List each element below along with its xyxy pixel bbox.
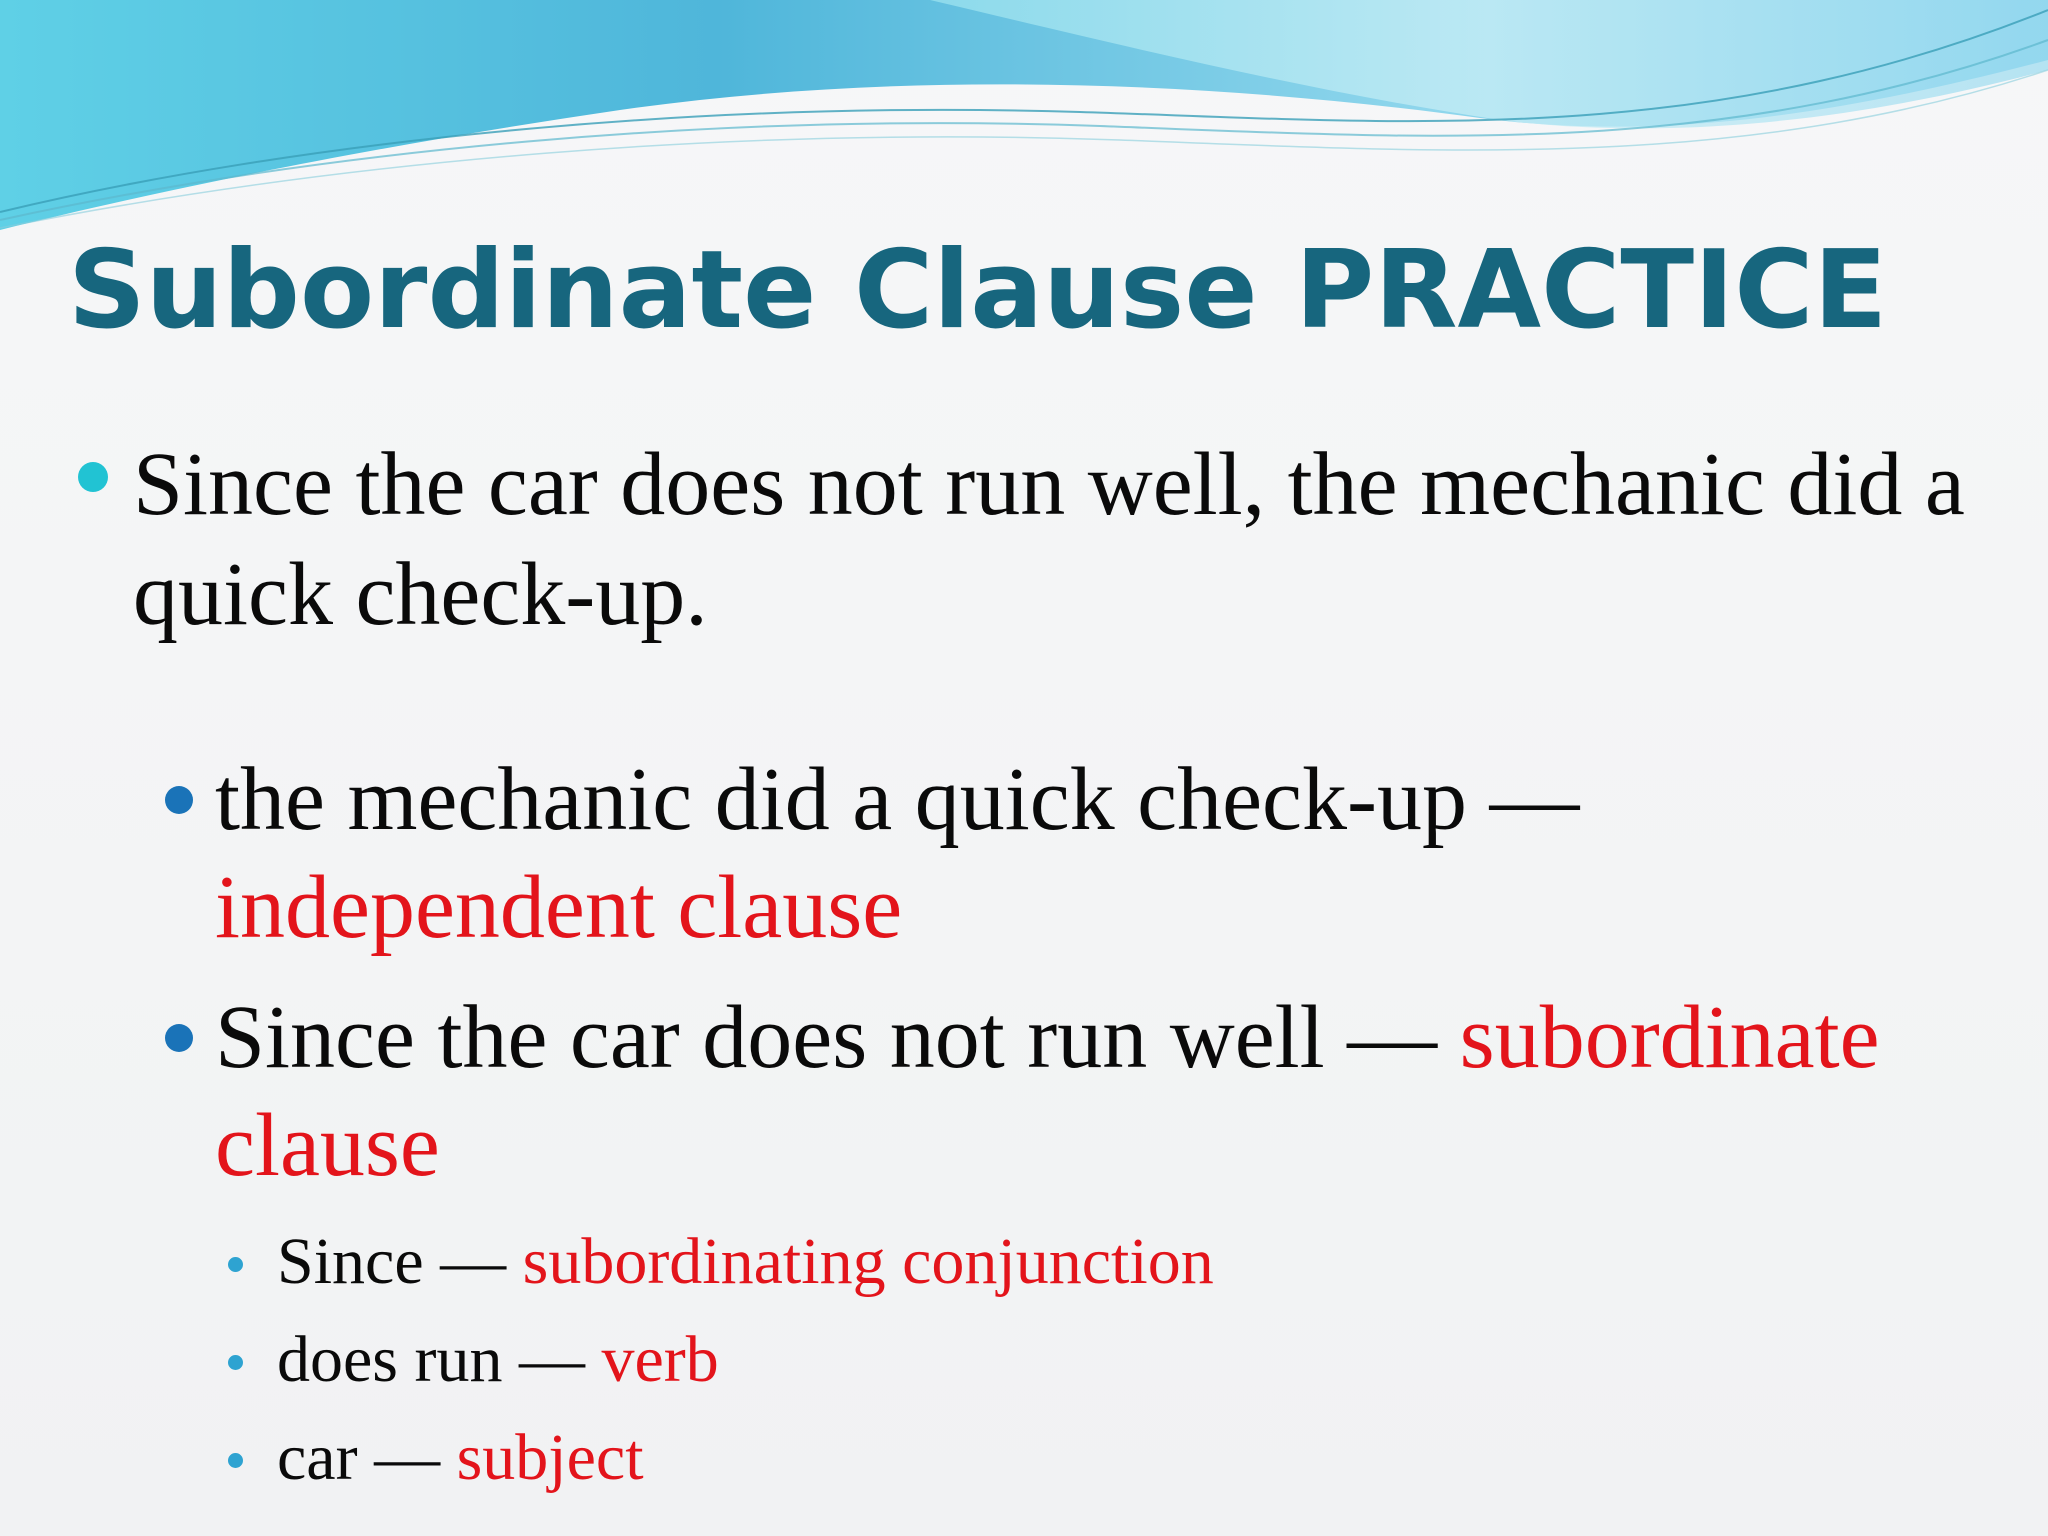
clause-label: independent clause — [215, 858, 903, 957]
clause-analysis-item — [215, 984, 2035, 1200]
clause-part-item — [277, 1418, 1977, 1498]
part-word: car — — [277, 1421, 441, 1494]
clause-label: subordinate clause — [215, 988, 1880, 1195]
bullet-dot-icon — [228, 1355, 243, 1370]
part-word: Since — — [277, 1225, 507, 1298]
bullet-dot-icon — [78, 462, 108, 492]
bullet-dot-icon — [165, 1024, 193, 1052]
part-role: subject — [456, 1421, 644, 1494]
clause-analysis-item — [215, 746, 2035, 962]
bullet-dot-icon — [165, 786, 193, 814]
part-role: verb — [601, 1323, 719, 1396]
slide-title: Subordinate Clause PRACTICE — [68, 228, 1888, 353]
bullet-dot-icon — [228, 1453, 243, 1468]
practice-sentence: Since the car does not run well, the mechanic did a quick check-up. — [133, 435, 1965, 644]
part-word: does run — — [277, 1323, 585, 1396]
clause-text: the mechanic did a quick check-up — — [215, 750, 1580, 849]
clause-part-item — [277, 1320, 1977, 1400]
clause-part-item — [277, 1222, 1977, 1302]
part-role: subordinating conjunction — [522, 1225, 1214, 1298]
header-wave-decoration — [0, 0, 2048, 240]
clause-text: Since the car does not run well — — [215, 988, 1438, 1087]
bullet-dot-icon — [228, 1257, 243, 1272]
